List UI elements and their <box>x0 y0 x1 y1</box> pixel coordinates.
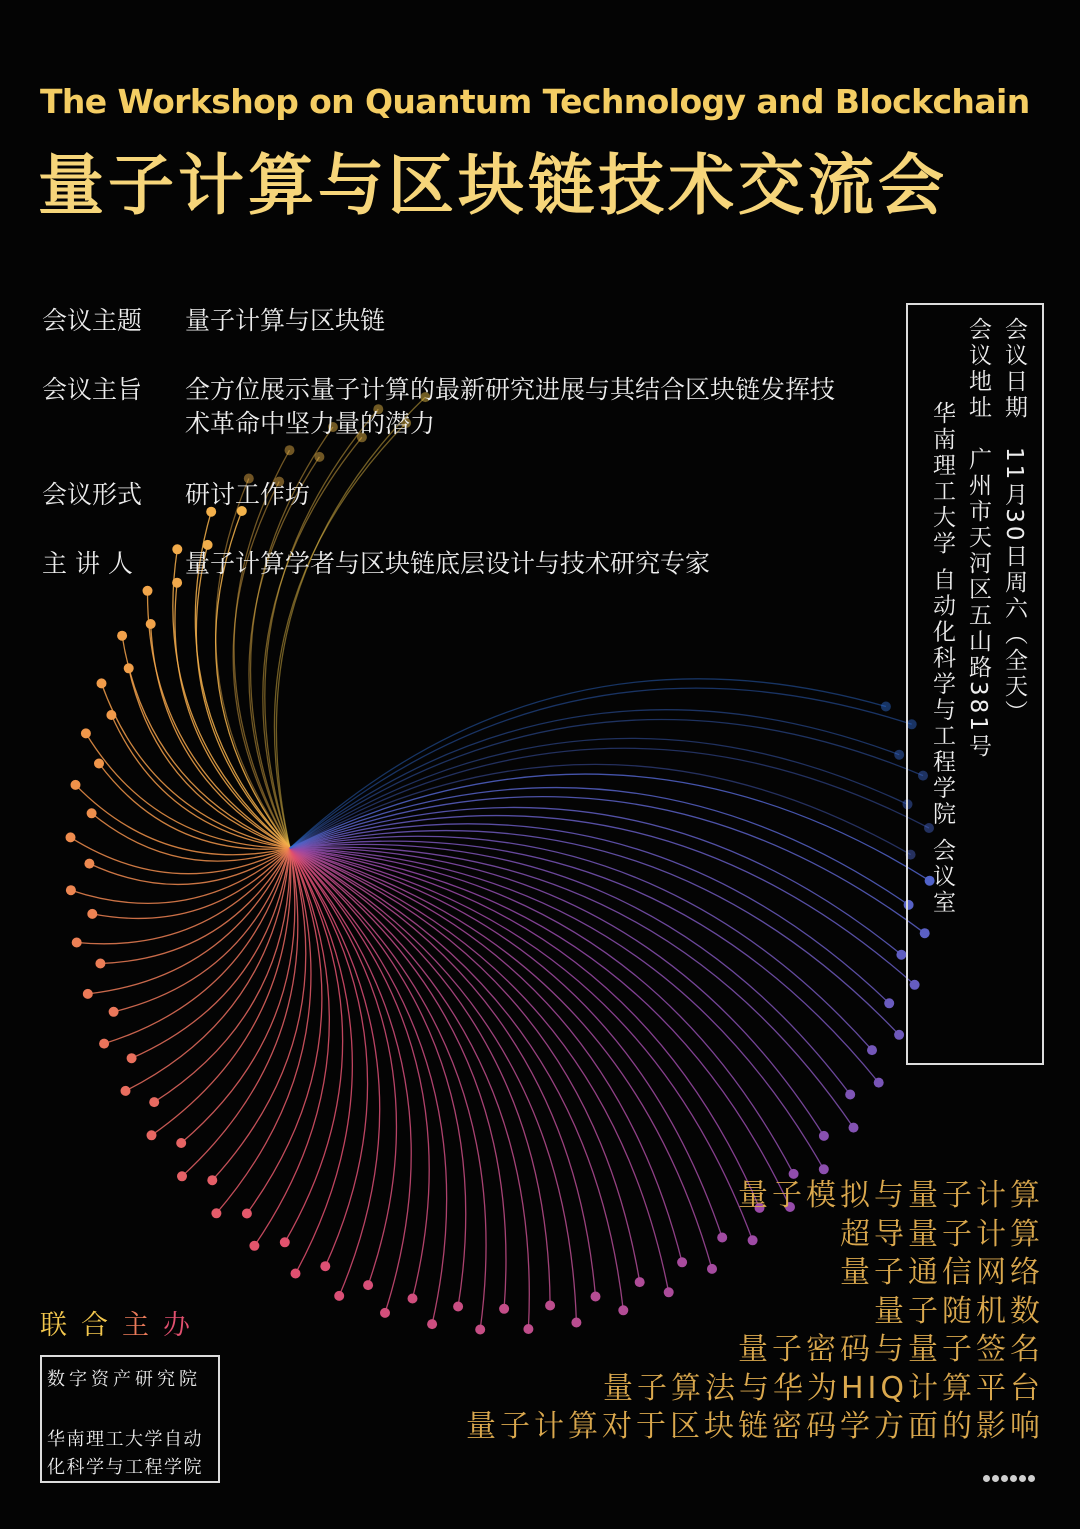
burst-dot <box>84 859 94 869</box>
info-format-value: 研讨工作坊 <box>185 480 311 509</box>
burst-dot <box>124 663 134 673</box>
burst-dot <box>71 780 81 790</box>
burst-line <box>290 738 908 848</box>
burst-dot <box>285 445 295 455</box>
burst-line <box>77 848 290 944</box>
burst-dot <box>66 885 76 895</box>
burst-line <box>132 848 290 1058</box>
title-chinese: 量子计算与区块链技术交流会 <box>38 147 948 224</box>
burst-dot <box>207 1175 217 1185</box>
dot <box>983 1475 990 1482</box>
info-speakers-value: 量子计算学者与区块链底层设计与技术研究专家 <box>185 549 711 578</box>
topic-item: 量子模拟与量子计算 <box>738 1178 1044 1213</box>
info-theme-label: 会议主题 <box>42 306 143 335</box>
info-speakers-label: 主 讲 人 <box>42 549 133 578</box>
burst-line <box>152 848 291 1135</box>
topic-item: 量子密码与量子签名 <box>738 1332 1044 1367</box>
burst-dot <box>66 832 76 842</box>
info-format-label: 会议形式 <box>42 480 143 509</box>
burst-dot <box>453 1302 463 1312</box>
burst-dot <box>72 938 82 948</box>
organizers-title-char: 办 <box>163 1310 204 1341</box>
burst-dot <box>291 1269 301 1279</box>
burst-dot <box>884 998 894 1008</box>
burst-dot <box>146 619 156 629</box>
burst-line <box>290 710 899 848</box>
burst-dot <box>177 1171 187 1181</box>
burst-dot <box>211 1208 221 1218</box>
burst-line <box>290 831 899 1035</box>
burst-dot <box>81 728 91 738</box>
organizers-title-char: 合 <box>81 1310 122 1341</box>
burst-dot <box>143 586 153 596</box>
organizer-name: 数字资产研究院 <box>47 1369 201 1390</box>
burst-line <box>290 688 912 848</box>
burst-dot <box>314 452 324 462</box>
event-venue-detail: 华南理工大学 自动化科学与工程学院 会议室 <box>929 401 955 916</box>
topic-item: 量子随机数 <box>874 1293 1044 1329</box>
burst-dot <box>242 1209 252 1219</box>
topic-list <box>466 1177 1044 1447</box>
burst-line <box>290 848 411 1313</box>
dot <box>1019 1475 1026 1482</box>
event-venue-label: 会议地址 <box>965 317 991 421</box>
burst-line <box>290 848 429 1299</box>
burst-dot <box>117 631 127 641</box>
burst-dot <box>280 1237 290 1247</box>
burst-line <box>92 848 290 918</box>
organizers-title-char: 主 <box>122 1310 163 1341</box>
burst-dot <box>172 578 182 588</box>
title-english: The Workshop on Quantum Technology and Blockchain <box>40 82 1030 121</box>
dot <box>1028 1475 1035 1482</box>
burst-dot <box>87 909 97 919</box>
burst-dot <box>94 759 104 769</box>
dot <box>1010 1475 1017 1482</box>
burst-dot <box>408 1294 418 1304</box>
event-date-label: 会议日期 <box>1001 317 1027 421</box>
burst-dot <box>99 1039 109 1049</box>
burst-dot <box>106 710 116 720</box>
burst-line <box>71 837 291 873</box>
burst-line <box>104 848 290 1044</box>
organizer-name: 华南理工大学自动 <box>47 1429 203 1450</box>
burst-dot <box>334 1291 344 1301</box>
burst-dot <box>87 808 97 818</box>
burst-dot <box>819 1164 829 1174</box>
burst-dot <box>380 1308 390 1318</box>
burst-dot <box>127 1053 137 1063</box>
burst-dot <box>874 1078 884 1088</box>
burst-dot <box>849 1123 859 1133</box>
burst-dot <box>97 678 107 688</box>
burst-dot <box>109 1007 119 1017</box>
topic-item: 量子计算对于区块链密码学方面的影响 <box>466 1409 1044 1444</box>
burst-line <box>100 848 290 964</box>
organizers-title <box>40 1303 204 1342</box>
organizers-box <box>40 1355 220 1483</box>
info-purpose-value: 全方位展示量子计算的最新研究进展与其结合区块链发挥技术革命中坚力量的潜力 <box>185 375 836 438</box>
burst-dot <box>147 1130 157 1140</box>
burst-dot <box>172 544 182 554</box>
event-venue-value: 广州市天河区五山路381号 <box>965 447 991 760</box>
event-date <box>998 317 1030 726</box>
burst-dot <box>845 1090 855 1100</box>
event-details-box <box>906 303 1044 1065</box>
page-dots <box>983 1467 1037 1486</box>
info-theme-value: 量子计算与区块链 <box>185 306 386 335</box>
burst-dot <box>149 1097 159 1107</box>
burst-dot <box>83 989 93 999</box>
burst-dot <box>819 1131 829 1141</box>
burst-line <box>151 624 290 848</box>
dot <box>992 1475 999 1482</box>
info-purpose-label: 会议主旨 <box>42 375 143 404</box>
burst-dot <box>95 959 105 969</box>
topic-item: 量子通信网络 <box>840 1255 1044 1290</box>
organizer-name: 化科学与工程学院 <box>47 1457 203 1478</box>
burst-dot <box>894 1030 904 1040</box>
burst-dot <box>894 750 904 760</box>
burst-dot <box>320 1261 330 1271</box>
burst-dot <box>896 950 906 960</box>
topic-item: 超导量子计算 <box>840 1216 1044 1252</box>
burst-dot <box>427 1319 437 1329</box>
burst-dot <box>363 1280 373 1290</box>
topic-item: 量子算法与华为HIQ计算平台 <box>602 1370 1044 1406</box>
event-date-value: 11月30日周六（全天） <box>1001 447 1027 726</box>
burst-dot <box>867 1045 877 1055</box>
event-venue <box>962 317 994 760</box>
burst-dot <box>249 1241 259 1251</box>
burst-dot <box>121 1086 131 1096</box>
dot <box>1001 1475 1008 1482</box>
organizers-title-char: 联 <box>40 1310 81 1341</box>
burst-dot <box>881 702 891 712</box>
burst-dot <box>176 1138 186 1148</box>
